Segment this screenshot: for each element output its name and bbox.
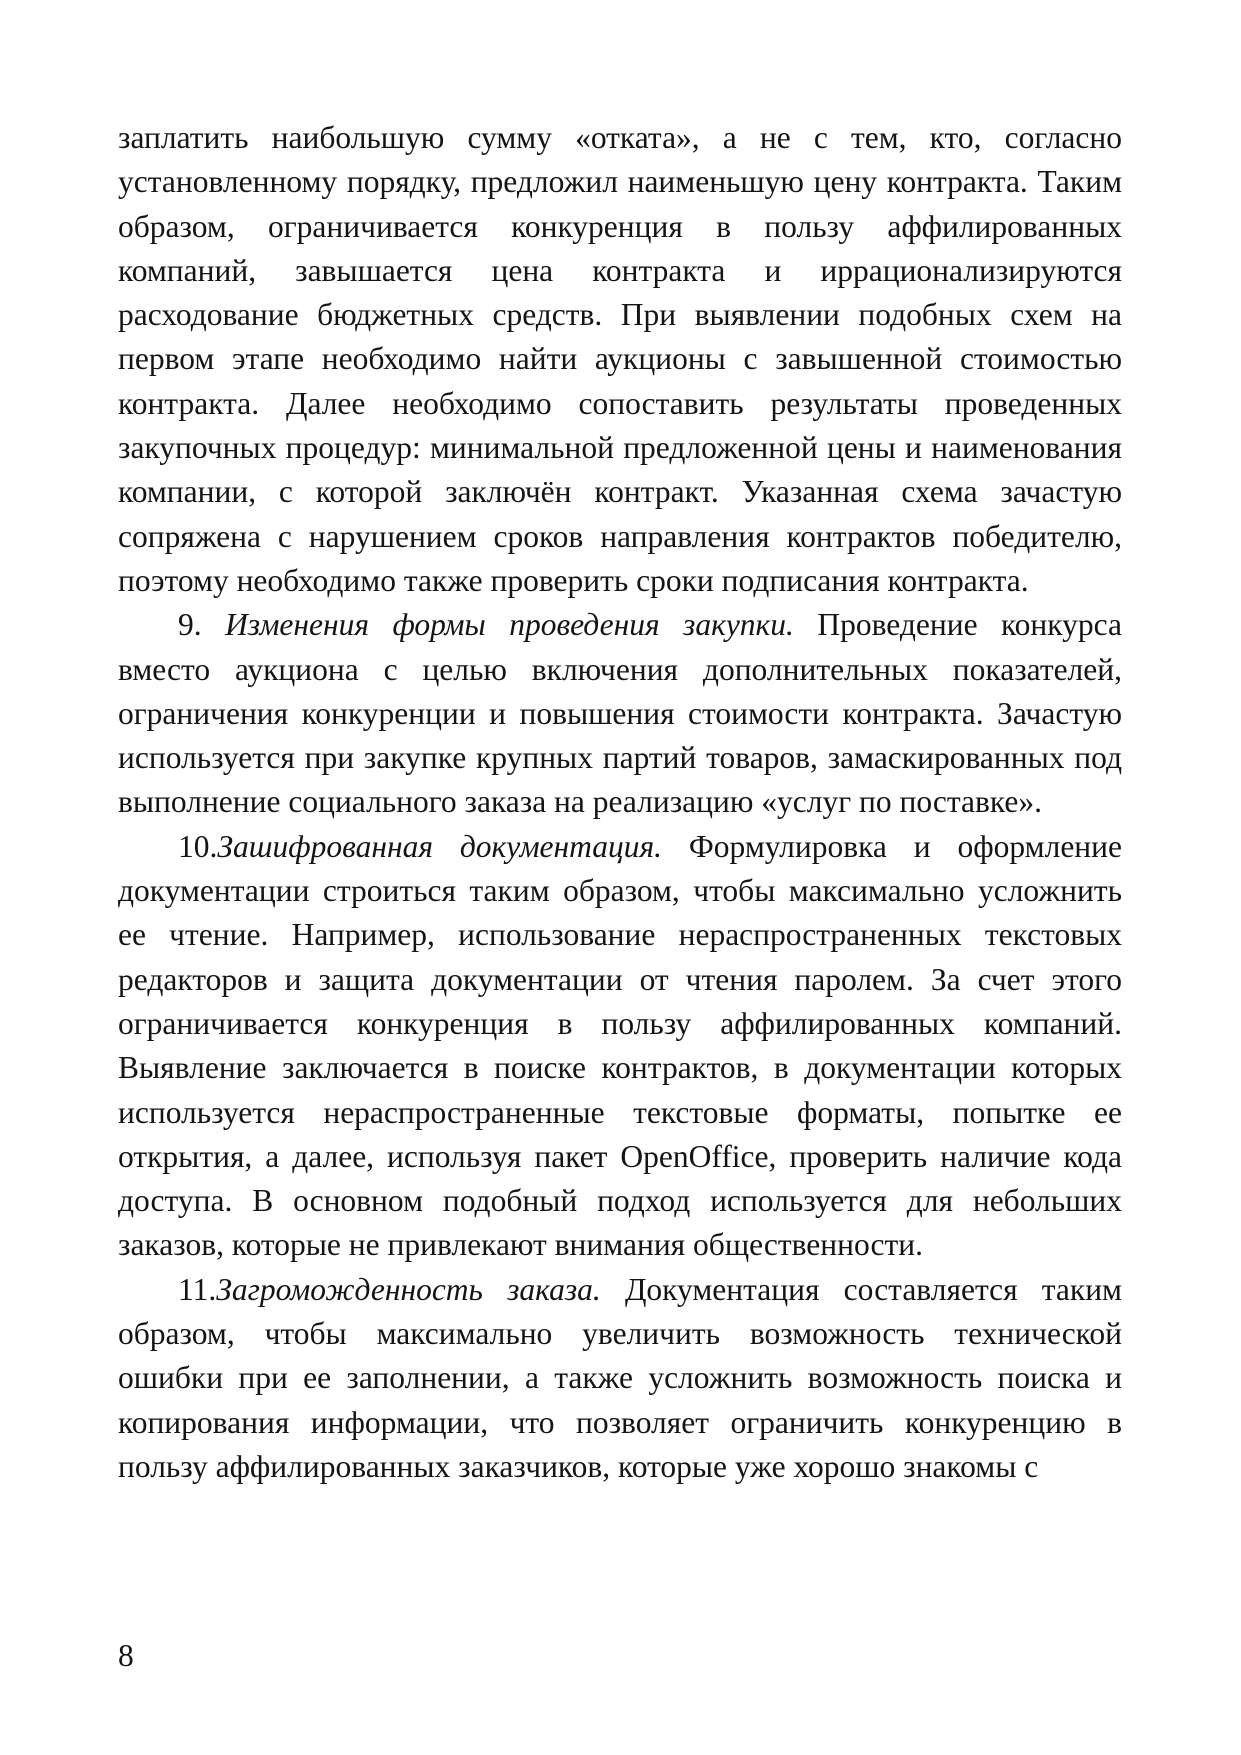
item-title: Изменения формы проведения закупки. — [225, 607, 794, 643]
list-item-10 — [118, 825, 1122, 1268]
item-number: 10. — [178, 828, 218, 864]
item-text: Документация составляется таким образом, чтобы максимально увеличить возможность технической ошибки при ее заполнении, а также усложнить возможность поиска и копирования информации, что позволяет ограничить конкуренцию в пользу аффилированных заказчиков, которые уже хорошо знакомы с — [118, 1271, 1122, 1484]
page-number: 8 — [118, 1638, 134, 1673]
item-title: Зашифрованная документация. — [217, 828, 663, 864]
paragraph-continuation: заплатить наибольшую сумму «отката», а не с тем, кто, согласно установленному порядку, предложил наименьшую цену контракта. Таким образом, ограничивается конкуренция в пользу аффилированных компаний, завышается цена контракта и иррационализируются расходование бюджетных средств. При выявлении подобных схем на первом этапе необходимо найти аукционы с завышенной стоимостью контракта. Далее необходимо сопоставить результаты проведенных закупочных процедур: минимальной предложенной цены и наименования компании, с которой заключён контракт. Указанная схема зачастую сопряжена с нарушением сроков направления контрактов победителю, поэтому необходимо также проверить сроки подписания контракта. — [118, 120, 1122, 598]
list-item-9 — [118, 603, 1122, 824]
item-title: Загроможденность заказа. — [216, 1271, 601, 1307]
item-text: Проведение конкурса вместо аукциона с целью включения дополнительных показателей, ограничения конкуренции и повышения стоимости контракта. Зачастую используется при закупке крупных партий товаров, замаскированных под выполнение социального заказа на реализацию «услуг по поставке». — [118, 607, 1122, 820]
item-number: 9. — [178, 607, 226, 643]
item-text: Формулировка и оформление документации строиться таким образом, чтобы максимально усложнить ее чтение. Например, использование нераспространенных текстовых редакторов и защита документации от чтения паролем. За счет этого ограничивается конкуренция в пользу аффилированных компаний. Выявление заключается в поиске контрактов, в документации которых используется нераспространенные текстовые форматы, попытке ее открытия, а далее, используя пакет OpenOffice, проверить наличие кода доступа. В основном подобный подход используется для небольших заказов, которые не привлекают внимания общественности. — [118, 828, 1122, 1263]
list-item-11 — [118, 1268, 1122, 1489]
item-number: 11. — [178, 1271, 217, 1307]
page-body — [118, 116, 1122, 1489]
